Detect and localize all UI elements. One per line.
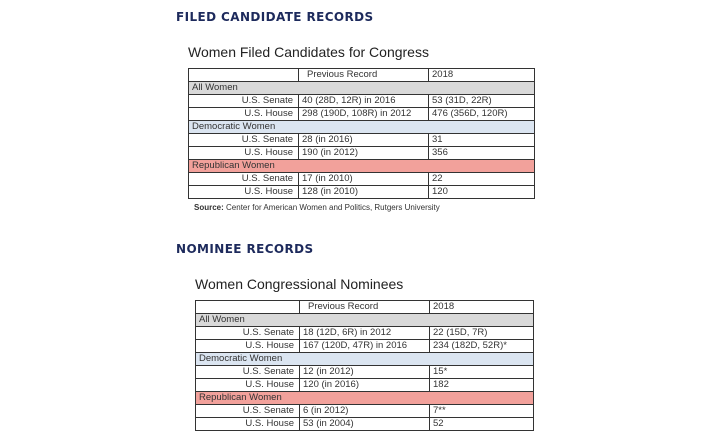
row-label: U.S. House bbox=[196, 418, 300, 431]
previous-record-cell: 167 (120D, 47R) in 2016 bbox=[300, 340, 430, 353]
value-2018-cell: 234 (182D, 52R)* bbox=[430, 340, 534, 353]
group-row-democratic-women bbox=[196, 353, 534, 366]
group-label: Democratic Women bbox=[196, 353, 534, 366]
filed-candidates-table bbox=[188, 68, 535, 199]
header-2018: 2018 bbox=[429, 69, 535, 82]
row-label: U.S. Senate bbox=[196, 366, 300, 379]
group-label: Republican Women bbox=[189, 160, 535, 173]
group-row-democratic-women bbox=[189, 121, 535, 134]
row-label: U.S. Senate bbox=[196, 405, 300, 418]
previous-record-cell: 17 (in 2010) bbox=[299, 173, 429, 186]
nominee-records-heading: NOMINEE RECORDS bbox=[176, 242, 314, 256]
value-2018-cell: 15* bbox=[430, 366, 534, 379]
value-2018-cell: 52 bbox=[430, 418, 534, 431]
previous-record-cell: 190 (in 2012) bbox=[299, 147, 429, 160]
row-label: U.S. Senate bbox=[196, 327, 300, 340]
previous-record-cell: 12 (in 2012) bbox=[300, 366, 430, 379]
source-note bbox=[194, 203, 440, 212]
previous-record-cell: 28 (in 2016) bbox=[299, 134, 429, 147]
group-label: All Women bbox=[196, 314, 534, 327]
table-row bbox=[196, 327, 534, 340]
table-row bbox=[196, 379, 534, 392]
row-label: U.S. House bbox=[189, 108, 299, 121]
header-2018: 2018 bbox=[430, 301, 534, 314]
table-row bbox=[189, 147, 535, 160]
table-row bbox=[196, 340, 534, 353]
value-2018-cell: 31 bbox=[429, 134, 535, 147]
table-row bbox=[189, 173, 535, 186]
table-header-row bbox=[196, 301, 534, 314]
table2-title: Women Congressional Nominees bbox=[195, 276, 404, 292]
table-row bbox=[189, 186, 535, 199]
row-label: U.S. Senate bbox=[189, 173, 299, 186]
previous-record-cell: 18 (12D, 6R) in 2012 bbox=[300, 327, 430, 340]
table-row bbox=[196, 366, 534, 379]
row-label: U.S. Senate bbox=[189, 134, 299, 147]
previous-record-cell: 6 (in 2012) bbox=[300, 405, 430, 418]
group-label: Republican Women bbox=[196, 392, 534, 405]
table-row bbox=[196, 418, 534, 431]
previous-record-cell: 40 (28D, 12R) in 2016 bbox=[299, 95, 429, 108]
previous-record-cell: 120 (in 2016) bbox=[300, 379, 430, 392]
group-row-all-women bbox=[196, 314, 534, 327]
source-label: Source: bbox=[194, 203, 224, 212]
header-previous-record: Previous Record bbox=[299, 69, 429, 82]
value-2018-cell: 7** bbox=[430, 405, 534, 418]
table-row bbox=[189, 108, 535, 121]
table-row bbox=[189, 95, 535, 108]
filed-records-heading: FILED CANDIDATE RECORDS bbox=[176, 10, 374, 24]
previous-record-cell: 128 (in 2010) bbox=[299, 186, 429, 199]
header-empty-cell bbox=[189, 69, 299, 82]
nominees-table bbox=[195, 300, 534, 431]
group-row-all-women bbox=[189, 82, 535, 95]
row-label: U.S. House bbox=[189, 147, 299, 160]
group-label: All Women bbox=[189, 82, 535, 95]
group-row-republican-women bbox=[196, 392, 534, 405]
value-2018-cell: 22 bbox=[429, 173, 535, 186]
value-2018-cell: 120 bbox=[429, 186, 535, 199]
value-2018-cell: 53 (31D, 22R) bbox=[429, 95, 535, 108]
table-header-row bbox=[189, 69, 535, 82]
source-text: Center for American Women and Politics, Rutgers University bbox=[226, 203, 440, 212]
row-label: U.S. House bbox=[189, 186, 299, 199]
table-row bbox=[189, 134, 535, 147]
row-label: U.S. House bbox=[196, 340, 300, 353]
value-2018-cell: 476 (356D, 120R) bbox=[429, 108, 535, 121]
previous-record-cell: 298 (190D, 108R) in 2012 bbox=[299, 108, 429, 121]
table1-title: Women Filed Candidates for Congress bbox=[188, 44, 429, 60]
row-label: U.S. House bbox=[196, 379, 300, 392]
previous-record-cell: 53 (in 2004) bbox=[300, 418, 430, 431]
value-2018-cell: 182 bbox=[430, 379, 534, 392]
group-label: Democratic Women bbox=[189, 121, 535, 134]
row-label: U.S. Senate bbox=[189, 95, 299, 108]
header-empty-cell bbox=[196, 301, 300, 314]
table-row bbox=[196, 405, 534, 418]
value-2018-cell: 356 bbox=[429, 147, 535, 160]
value-2018-cell: 22 (15D, 7R) bbox=[430, 327, 534, 340]
group-row-republican-women bbox=[189, 160, 535, 173]
header-previous-record: Previous Record bbox=[300, 301, 430, 314]
